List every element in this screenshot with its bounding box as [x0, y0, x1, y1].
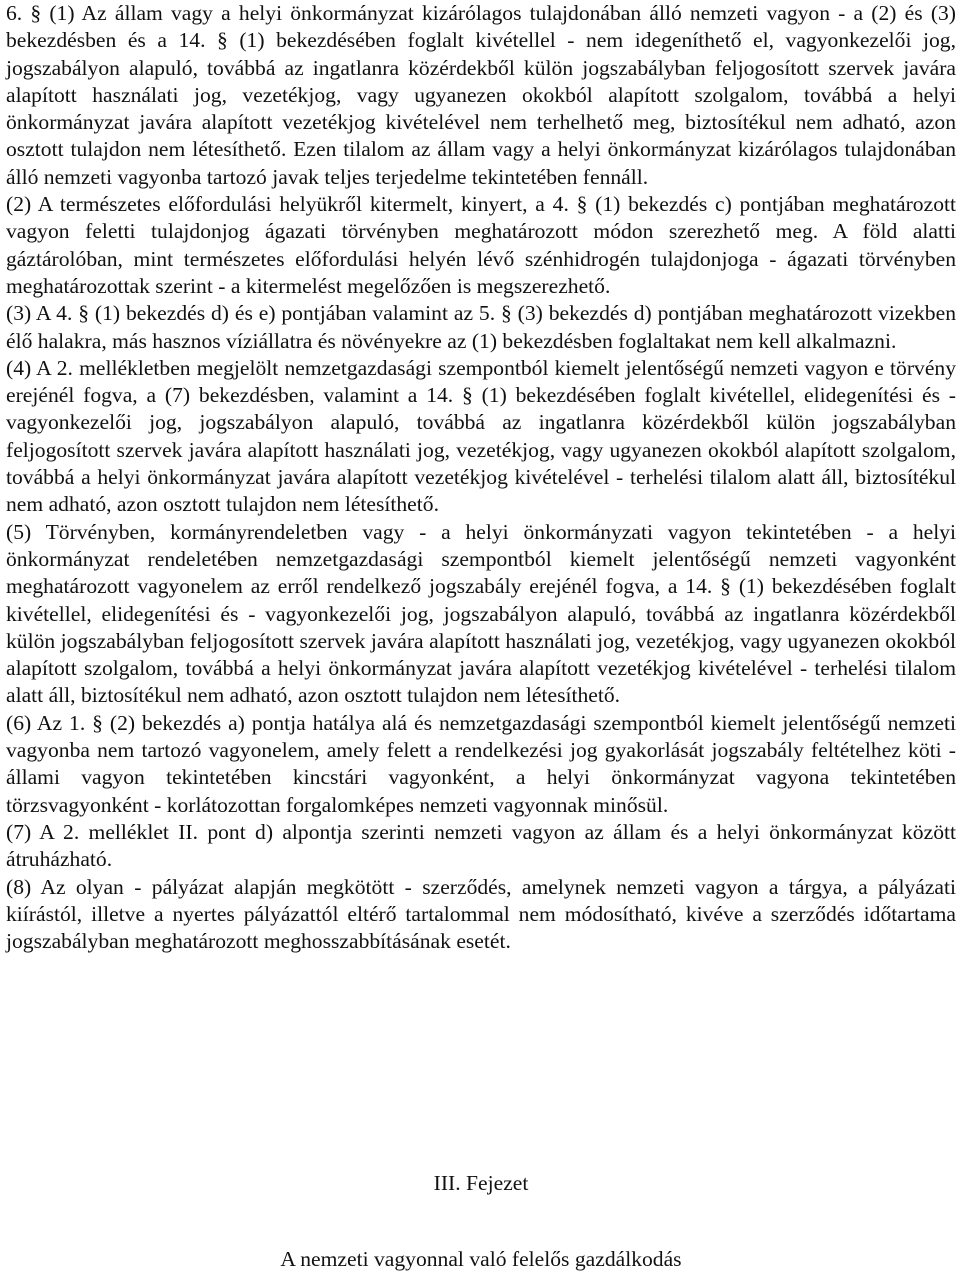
paragraph-6-7: (7) A 2. melléklet II. pont d) alpontja szerinti nemzeti vagyon az állam és a helyi önkormányzat között átruházható.	[6, 819, 956, 872]
chapter-number: III. Fejezet	[433, 1171, 529, 1195]
paragraph-6-8: (8) Az olyan - pályázat alapján megkötött - szerződés, amelynek nemzeti vagyon a tárgya, a pályázati kiírástól, illetve a nyertes pályázattól eltérő tartalommal nem módosítható, kivéve a szerződés időtartama jogszabályban meghatározott meghosszabbításának esetét.	[6, 874, 956, 954]
paragraph-6-5: (5) Törvényben, kormányrendeletben vagy - a helyi önkormányzati vagyon tekintetében - a helyi önkormányzat rendeletében nemzetgazdasági szempontból kiemelt jelentőségű nemzeti vagyonként meghatározott vagyonelem az erről rendelkező jogszabály erejénél fogva, a 14. § (1) bekezdésében foglalt kivétellel, elidegenítési és - vagyonkezelői jog, jogszabályon alapuló, továbbá az ingatlanra közérdekből külön jogszabályban feljogosított szervek javára alapított használati jog, vezetékjog, vagy ugyanezen okokból alapított szolgalom, továbbá a helyi önkormányzat javára alapított vezetékjog kivételével - terhelési tilalom alatt áll, biztosítékul nem adható, azon osztott tulajdon nem létesíthető.	[6, 519, 956, 708]
paragraph-6-1: 6. § (1) Az állam vagy a helyi önkormányzat kizárólagos tulajdonában álló nemzeti vagyon - a (2) és (3) bekezdésben és a 14. § (1) bekezdésében foglalt kivétellel - nem idegeníthető el, vagyonkezelői jog, jogszabályon alapuló, továbbá az ingatlanra közérdekből külön jogszabályban feljogosított szervek javára alapított használati jog, vezetékjog, vagy ugyanezen okokból alapított szolgalom, továbbá a helyi önkormányzat javára alapított vezetékjog kivételével nem terhelhető meg, biztosítékul nem adható, azon osztott tulajdon nem létesíthető. Ezen tilalom az állam vagy a helyi önkormányzat kizárólagos tulajdonában álló nemzeti vagyonba tartozó javak teljes terjedelme tekintetében fennáll.	[6, 1, 956, 189]
paragraph-6-4: (4) A 2. mellékletben megjelölt nemzetgazdasági szempontból kiemelt jelentőségű nemzeti vagyon e törvény erejénél fogva, a (7) bekezdésben, valamint a 14. § (1) bekezdésében foglalt kivétellel, elidegenítési és - vagyonkezelői jog, jogszabályon alapuló, továbbá az ingatlanra közérdekből külön jogszabályban feljogosított szervek javára alapított használati jog, vezetékjog, vagy ugyanezen okokból alapított szolgalom, továbbá a helyi önkormányzat javára alapított vezetékjog kivételével - terhelési tilalom alatt áll, biztosítékul nem adható, azon osztott tulajdon nem létesíthető.	[6, 355, 956, 517]
chapter-title: A nemzeti vagyonnal való felelős gazdálkodás	[280, 1247, 682, 1271]
paragraph-6-2: (2) A természetes előfordulási helyükről kitermelt, kinyert, a 4. § (1) bekezdés c) pontjában meghatározott vagyon feletti tulajdonjog ágazati törvényben meghatározott módon szerezhető meg. A föld alatti gáztárolóban, mint természetes előfordulási helyén lévő szénhidrogén tulajdonjoga - ágazati törvényben meghatározottak szerint - a kitermelést megelőzően is megszerezhető.	[6, 192, 956, 298]
document-page	[6, 0, 956, 1271]
paragraph-6-3: (3) A 4. § (1) bekezdés d) és e) pontjában valamint az 5. § (3) bekezdés d) pontjában meghatározott vizekben élő halakra, más hasznos víziállatra és növényekre az (1) bekezdésben foglaltakat nem kell alkalmazni.	[6, 301, 956, 353]
paragraph-6-6: (6) Az 1. § (2) bekezdés a) pontja hatálya alá és nemzetgazdasági szempontból kiemelt jelentőségű nemzeti vagyonba nem tartozó vagyonelem, amely felett a rendelkezési jog gyakorlását jogszabály feltételhez köti - állami vagyon tekintetében kincstári vagyonként, a helyi önkormányzat vagyona tekintetében törzsvagyonként - korlátozottan forgalomképes nemzeti vagyonnak minősül.	[6, 710, 956, 817]
